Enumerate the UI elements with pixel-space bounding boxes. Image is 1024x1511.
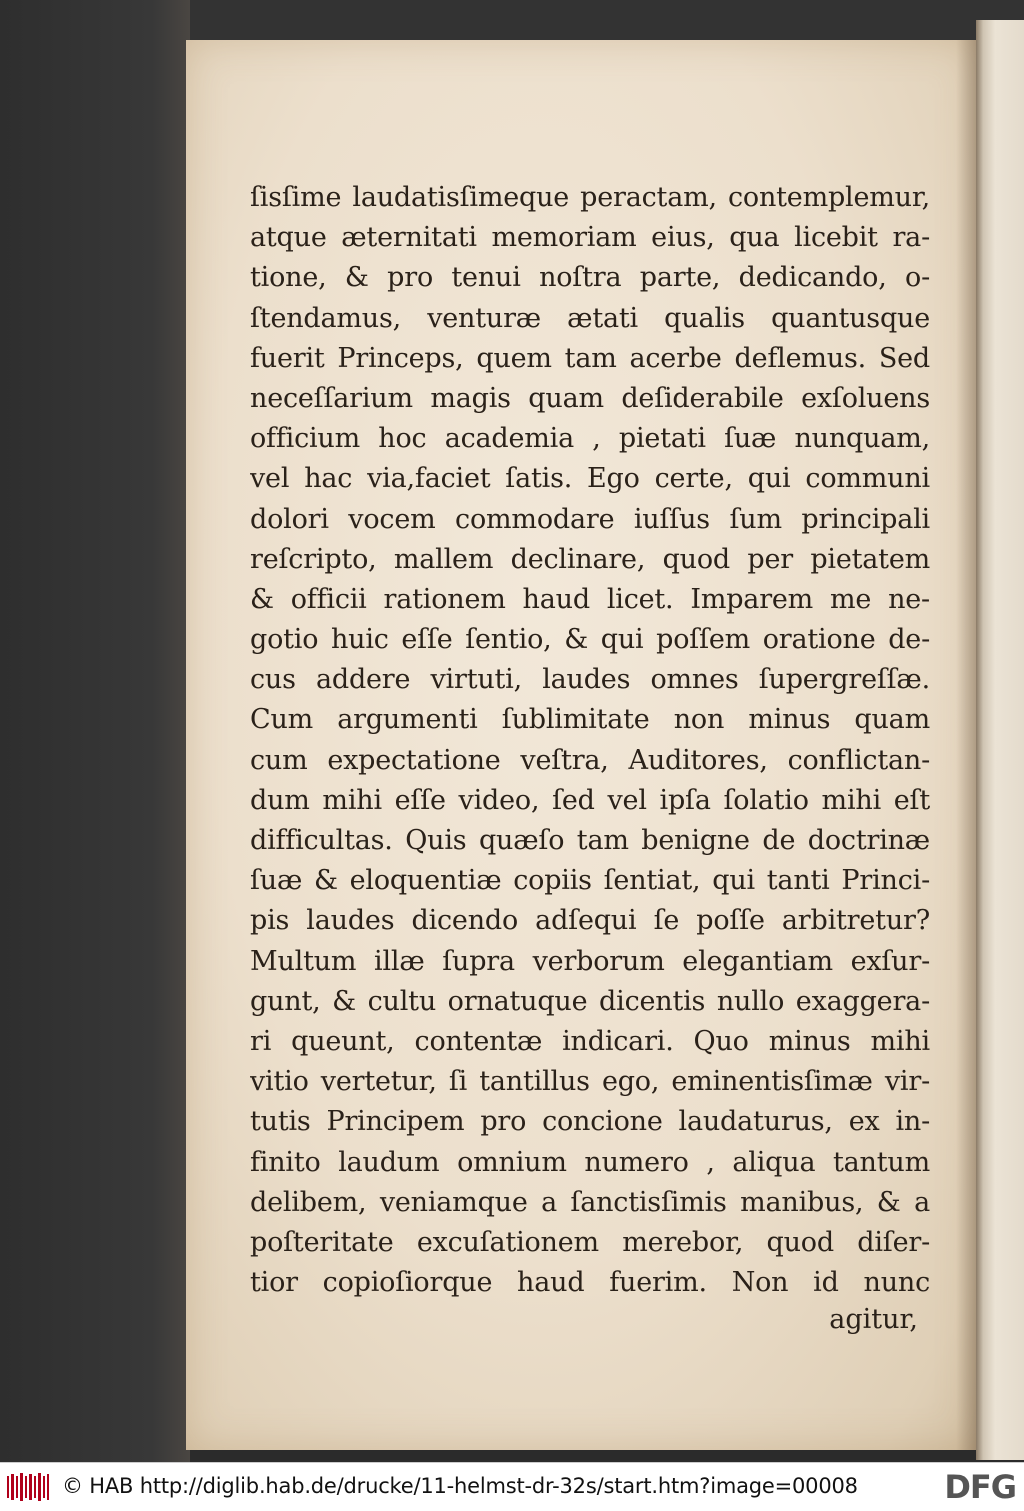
text-line: ſtendamus, venturæ ætati qualis quantusque: [250, 302, 930, 334]
text-line: gunt, & cultu ornatuque dicentis nullo exaggera-: [250, 985, 930, 1017]
text-line: tior copioſiorque haud fuerim. Non id nunc: [250, 1267, 930, 1299]
copyright-link[interactable]: © HAB http://diglib.hab.de/drucke/11-helmst-dr-32s/start.htm?image=00008: [62, 1474, 858, 1498]
text-line: delibem, veniamque a ſanctisſimis manibus, & a: [250, 1186, 930, 1218]
text-line: ſuæ & eloquentiæ copiis ſentiat, qui tanti Princi-: [250, 865, 930, 897]
text-line: finito laudum omnium numero , aliqua tantum: [250, 1146, 930, 1178]
text-line: tione, & pro tenui noſtra parte, dedicando, o-: [250, 262, 930, 294]
page-text: [250, 178, 930, 1303]
text-line: pis laudes dicendo adſequi ſe poſſe arbitretur?: [250, 905, 930, 937]
text-line: cum expectatione veſtra, Auditores, conflictan-: [250, 744, 930, 776]
text-line: neceſſarium magis quam deſiderabile exſoluens: [250, 382, 930, 414]
text-line: reſcripto, mallem declinare, quod per pietatem: [250, 543, 930, 575]
dfg-logo: DFG: [944, 1468, 1016, 1506]
text-line: dolori vocem commodare iuſſus ſum principali: [250, 503, 930, 535]
text-line: Multum illæ ſupra verborum elegantiam exſur-: [250, 945, 930, 977]
scanner-background-left: [0, 0, 190, 1462]
catchword: agitur,: [829, 1304, 918, 1335]
text-line: Cum argumenti ſublimitate non minus quam: [250, 704, 930, 736]
viewer-footer: [0, 1462, 1024, 1511]
text-line: & officii rationem haud licet. Imparem me ne-: [250, 583, 930, 615]
text-line: difficultas. Quis quæſo tam benigne de doctrinæ: [250, 825, 930, 856]
text-line: cus addere virtuti, laudes omnes ſupergreſſæ.: [250, 664, 930, 696]
text-line: tutis Principem pro concione laudaturus, ex in-: [250, 1106, 930, 1138]
hab-barcode-icon: [6, 1472, 50, 1502]
text-line: fuerit Princeps, quem tam acerbe deflemus. Sed: [250, 342, 930, 374]
text-line: vitio vertetur, ſi tantillus ego, eminentisſimæ vir-: [250, 1066, 930, 1098]
text-line: ſisſime laudatisſimeque peractam, contemplemur,: [250, 182, 930, 213]
text-line: officium hoc academia , pietati ſuæ nunquam,: [250, 423, 930, 455]
text-line: vel hac via,faciet ſatis. Ego certe, qui communi: [250, 463, 930, 495]
text-line: atque æternitati memoriam eius, qua licebit ra-: [250, 222, 930, 254]
text-line: poſteritate excuſationem merebor, quod diſer-: [250, 1226, 930, 1258]
text-line: ri queunt, contentæ indicari. Quo minus mihi: [250, 1025, 930, 1057]
facing-page-edge: [976, 20, 1024, 1460]
text-line: dum mihi eſſe video, ſed vel ipſa ſolatio mihi eſt: [250, 784, 930, 816]
text-line: gotio huic eſſe ſentio, & qui poſſem oratione de-: [250, 624, 930, 656]
